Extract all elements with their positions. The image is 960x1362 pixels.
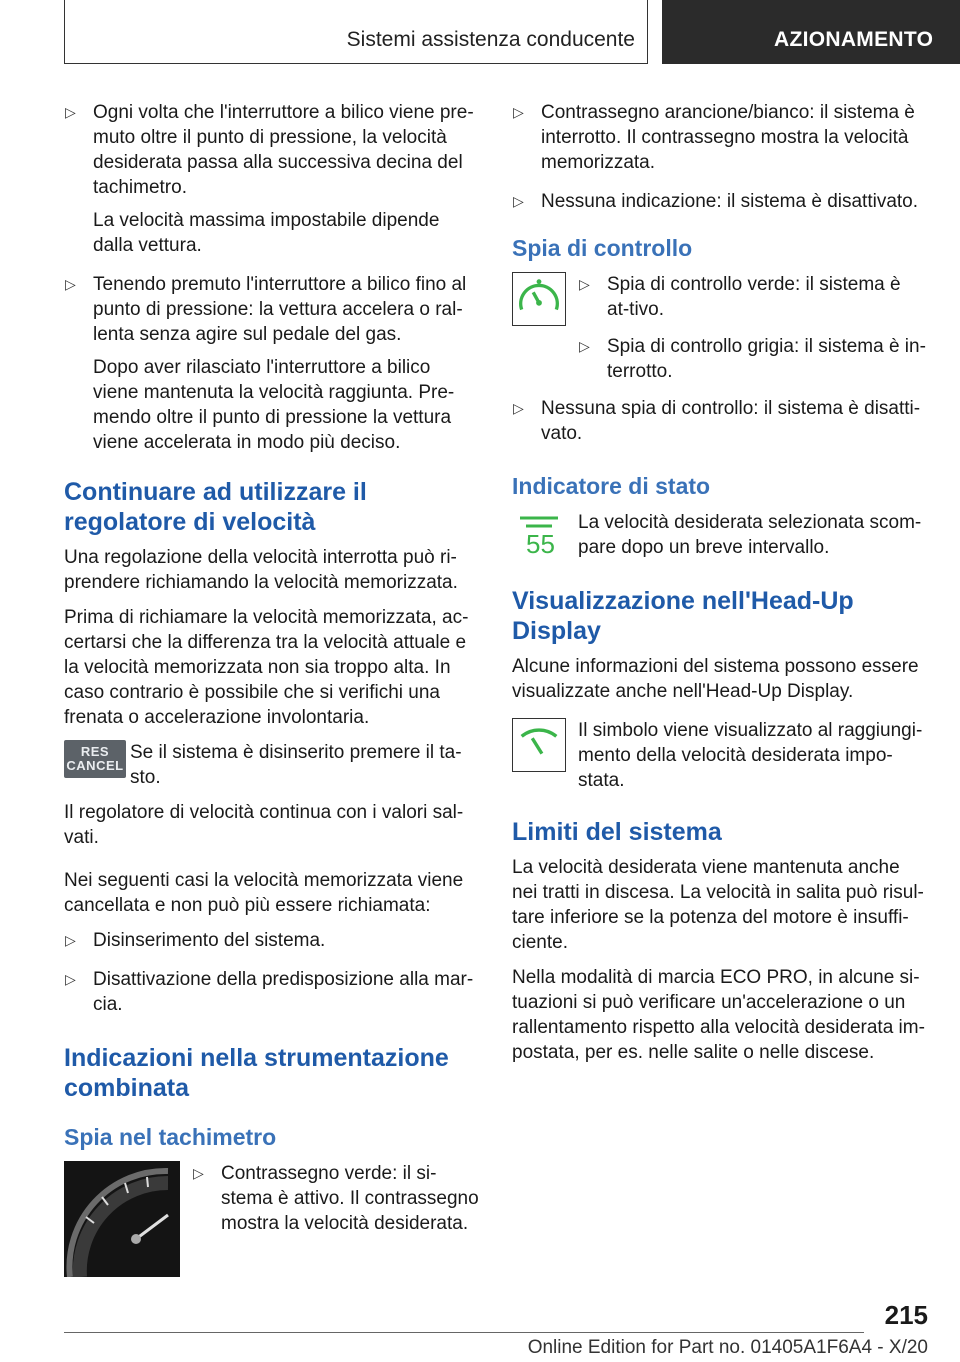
section-heading: Limiti del sistema (512, 818, 722, 846)
triangle-bullet-icon: ▷ (513, 400, 524, 416)
header-section-frame (64, 0, 648, 64)
list-item: ▷ Contrassegno arancione/bianco: il sistema è interrotto. Il contrassegno mostra la velocità memorizzata. (513, 102, 915, 173)
list-item: ▷ Spia di controllo grigia: il sistema è in-terrotto. (579, 336, 926, 382)
subsection-heading: Spia di controllo (512, 235, 693, 261)
list-item: ▷ Disattivazione della predisposizione alla mar-cia. (65, 969, 474, 1015)
paragraph: Nei seguenti casi la velocità memorizzata viene cancellata e non può più essere richiamata: (64, 870, 464, 916)
section-title: Sistemi assistenza conducente (346, 28, 635, 51)
right-column (512, 100, 928, 1075)
control-light-row (512, 272, 928, 384)
paragraph: Se il sistema è disinserito premere il ta-sto. (130, 742, 462, 788)
paragraph: La velocità massima impostabile dipende dalla vettura. (93, 210, 440, 256)
list-item (64, 272, 480, 455)
res-cancel-button-icon: RES CANCEL (64, 740, 126, 778)
triangle-bullet-icon: ▷ (513, 104, 524, 120)
paragraph: La velocità desiderata viene mantenuta anche nei tratti in discesa. La velocità in salita può risul-tare inferiore se la potenza del motore è insuffi-ciente. (512, 857, 924, 953)
triangle-bullet-icon: ▷ (579, 276, 590, 292)
chapter-title: AZIONAMENTO (774, 28, 934, 51)
paragraph: La velocità desiderata selezionata scom-pare dopo un breve intervallo. (578, 512, 922, 558)
left-column (64, 100, 480, 1291)
paragraph: Il simbolo viene visualizzato al raggiungi-mento della velocità desiderata impo-stata. (578, 720, 923, 791)
speed-status-icon (512, 510, 566, 564)
section-heading: Continuare ad utilizzare il regolatore di velocità (64, 478, 367, 536)
footer-divider (64, 1332, 864, 1333)
list-item: ▷ Disinserimento del sistema. (65, 930, 326, 951)
subsection-heading: Spia nel tachimetro (64, 1124, 277, 1150)
status-speed-value: 55 (526, 529, 555, 559)
section-heading: Visualizzazione nell'Head-Up Display (512, 587, 854, 645)
section-heading: Indicazioni nella strumentazione combinata (64, 1044, 449, 1102)
paragraph: Alcune informazioni del sistema possono essere visualizzate anche nell'Head-Up Display. (512, 656, 919, 702)
list-item (64, 100, 480, 258)
paragraph: Tenendo premuto l'interruttore a bilico fino al punto di pressione: la vettura accelera o ral-lenta senza agire sul pedale del gas. (93, 274, 467, 345)
hud-speed-reached-icon (512, 718, 566, 772)
triangle-bullet-icon: ▷ (65, 971, 76, 987)
list-item: ▷ Contrassegno verde: il si-stema è attivo. Il contrassegno mostra la velocità desiderata. (193, 1163, 479, 1234)
triangle-bullet-icon: ▷ (193, 1165, 204, 1181)
res-cancel-row (64, 740, 480, 790)
hud-symbol-row (512, 718, 928, 793)
list-item: ▷ Spia di controllo verde: il sistema è at-tivo. (579, 274, 901, 320)
footer-edition: Online Edition for Part no. 01405A1F6A4 - X/20 (527, 1337, 928, 1358)
list-item: ▷ Nessuna indicazione: il sistema è disattivato. (513, 191, 919, 212)
paragraph: Una regolazione della velocità interrotta può ri-prendere richiamando la velocità memorizzata. (64, 547, 458, 593)
chapter-tab (662, 0, 960, 64)
triangle-bullet-icon: ▷ (65, 932, 76, 948)
triangle-bullet-icon: ▷ (65, 104, 76, 120)
list-item: ▷ Nessuna spia di controllo: il sistema è disatti-vato. (513, 398, 921, 444)
page-number: 215 (884, 1300, 928, 1330)
paragraph: Ogni volta che l'interruttore a bilico viene pre-muto oltre il punto di pressione, la velocità desiderata passa alla successiva decina del tachimetro. (93, 102, 474, 198)
subsection-heading: Indicatore di stato (512, 473, 711, 499)
paragraph: Il regolatore di velocità continua con i valori sal-vati. (64, 802, 464, 848)
paragraph: Dopo aver rilasciato l'interruttore a bilico viene mantenuta la velocità raggiunta. Pre-mendo oltre il punto di pressione la vettura viene accelerata in modo più deciso. (93, 357, 455, 453)
paragraph: Nella modalità di marcia ECO PRO, in alcune si-tuazioni si può verificare un'accelerazione o un rallentamento rispetto alla velocità desiderata im-postata, per es. nelle salite o nelle discese. (512, 967, 925, 1063)
status-indicator-row (512, 510, 928, 560)
paragraph: Prima di richiamare la velocità memorizzata, ac-certarsi che la differenza tra la velocità attuale e la velocità memorizzata non sia troppo alta. In caso contrario è possibile che si verifichi una frenata o accelerazione involontaria. (64, 607, 469, 728)
triangle-bullet-icon: ▷ (513, 193, 524, 209)
speedometer-image-icon (64, 1161, 180, 1277)
triangle-bullet-icon: ▷ (579, 338, 590, 354)
cruise-control-light-icon (512, 272, 566, 326)
triangle-bullet-icon: ▷ (65, 276, 76, 292)
speedometer-row (64, 1161, 480, 1281)
